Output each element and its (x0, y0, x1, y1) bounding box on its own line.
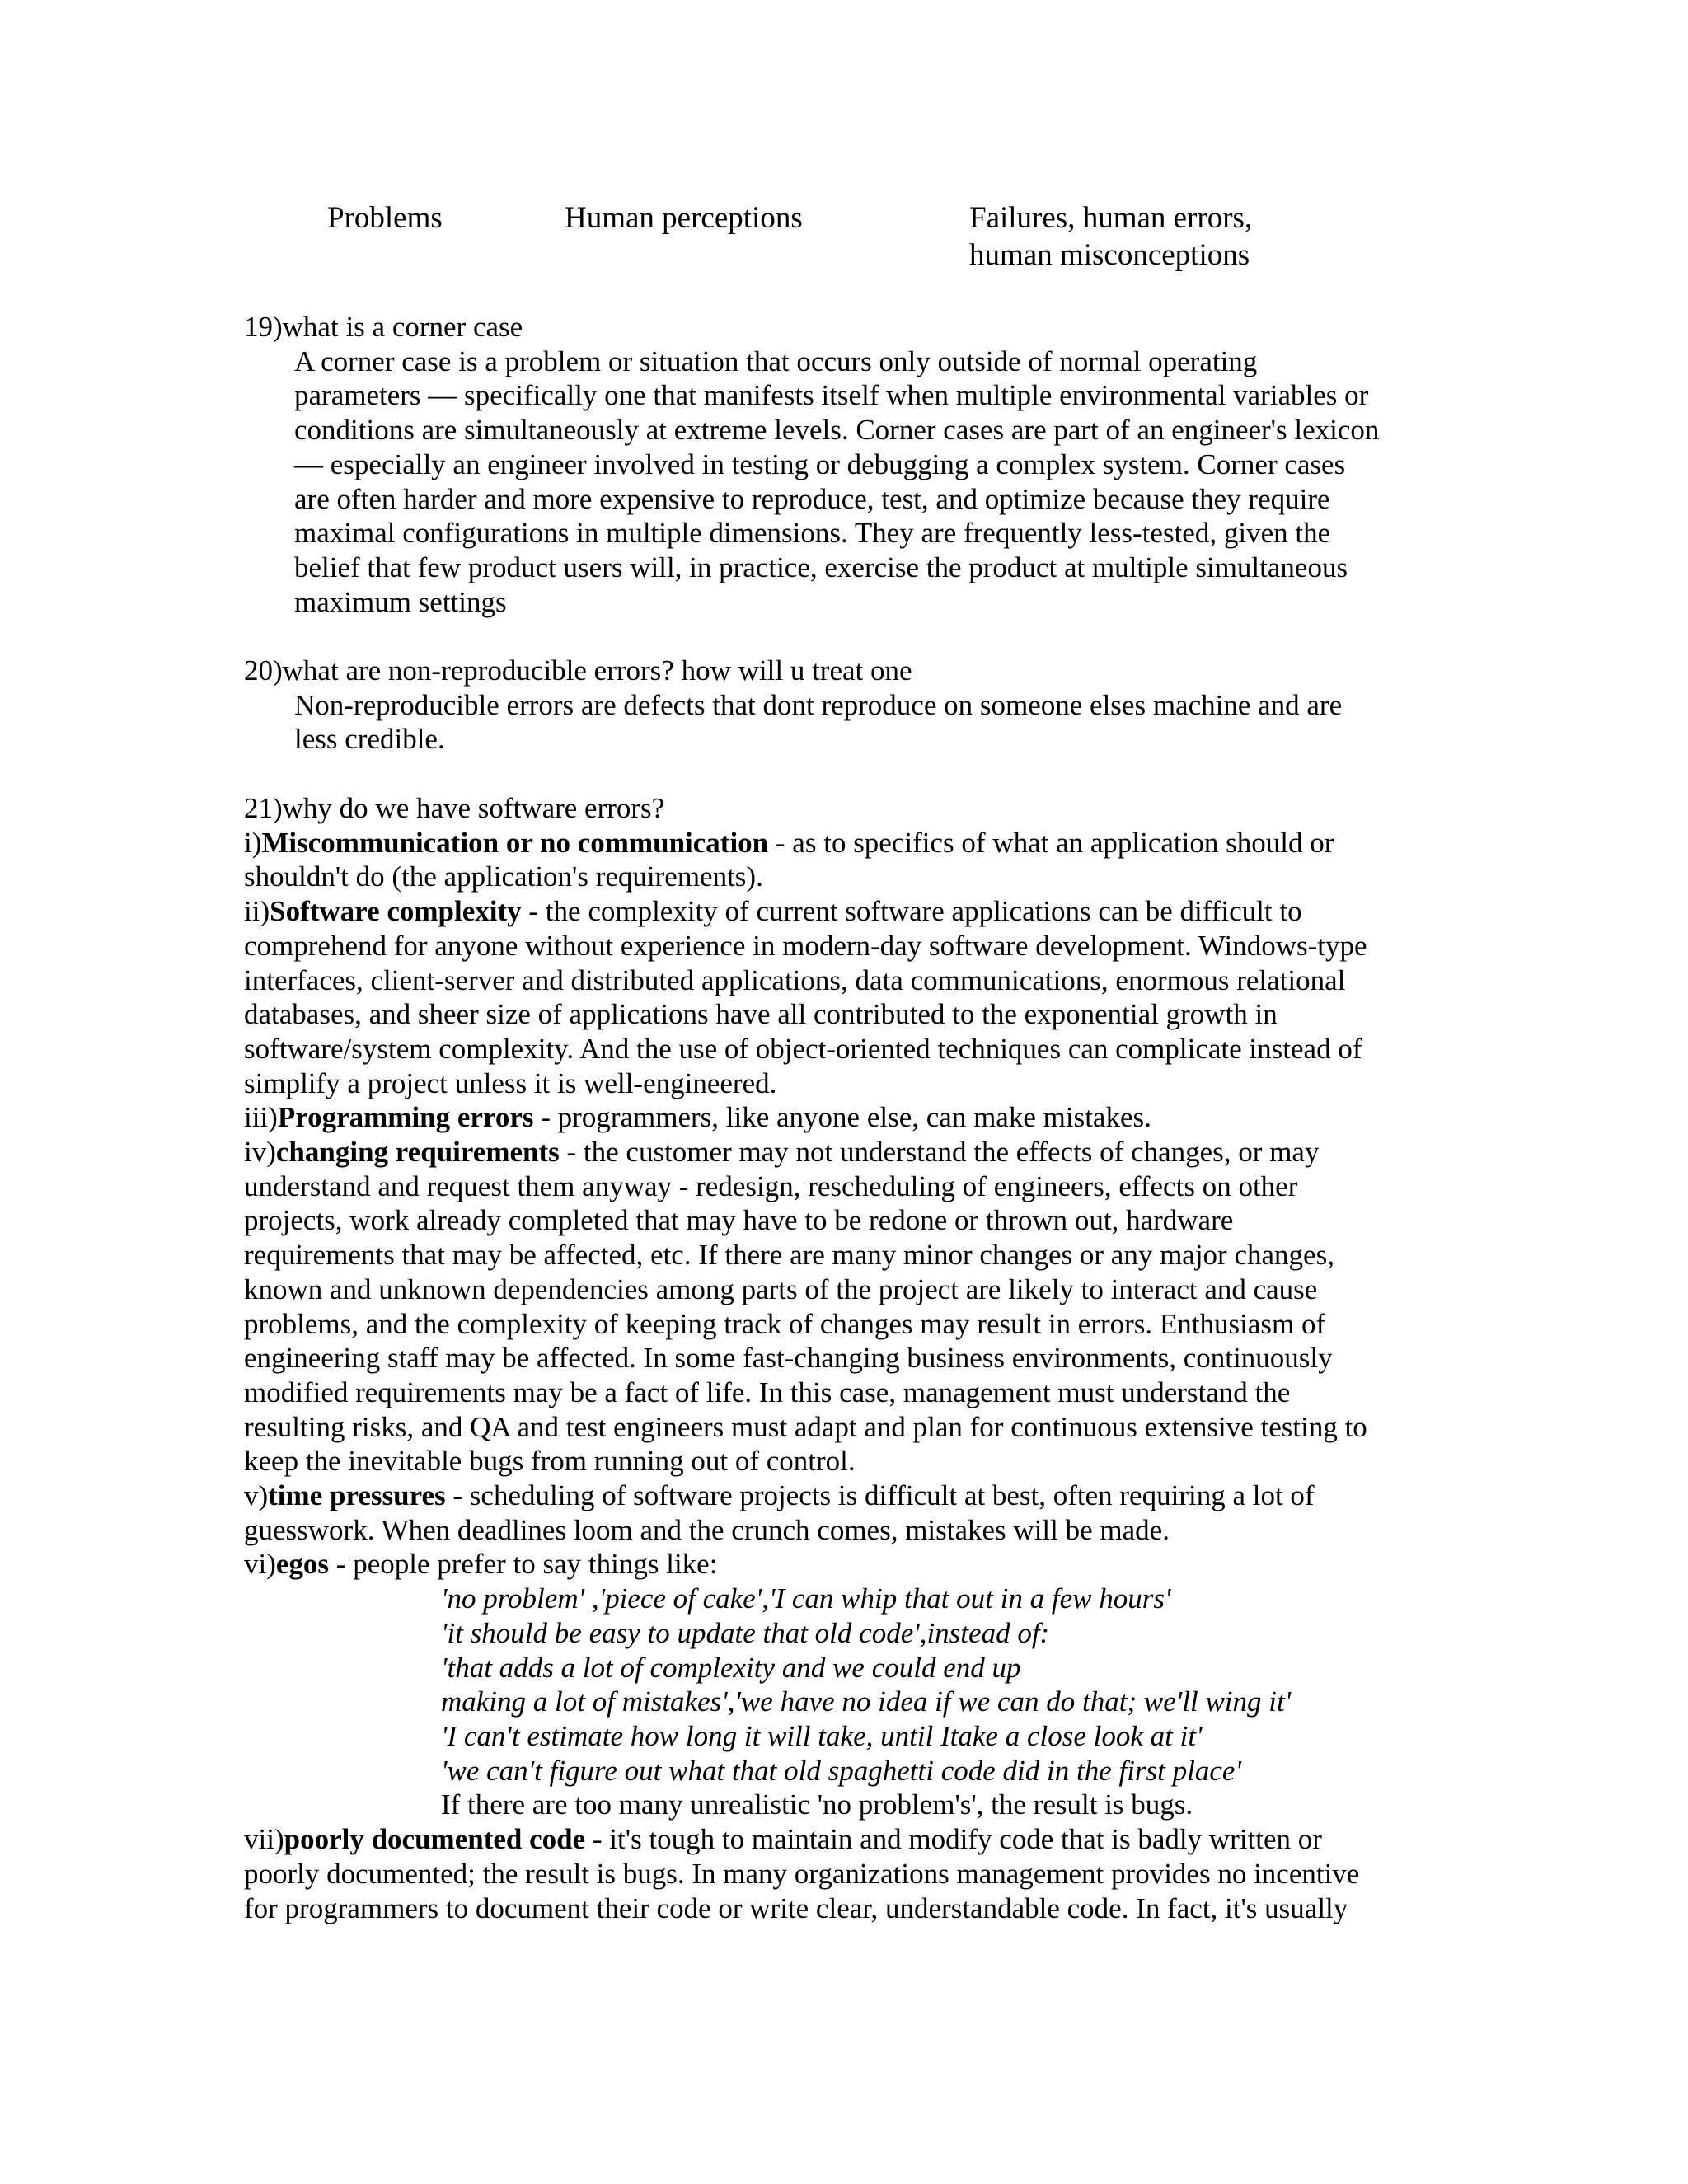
answer-line: maximal configurations in multiple dimensions. They are frequently less-tested, given the (294, 517, 1331, 550)
reason-i-title: Miscommunication or no communication (261, 826, 769, 859)
question-20-answer (244, 688, 1447, 757)
quote-line: 'no problem' ,'piece of cake','I can whip that out in a few hours' (441, 1582, 1171, 1615)
question-19-answer (244, 344, 1447, 620)
reason-line: keep the inevitable bugs from running out of control. (244, 1445, 856, 1478)
reason-v: v)time pressures - scheduling of software projects is difficult at best, often requiring a lot of (244, 1479, 1315, 1512)
reason-vii-title: poorly documented code (284, 1823, 586, 1856)
reason-iv-title: changing requirements (275, 1136, 560, 1169)
reason-line: guesswork. When deadlines loom and the crunch comes, mistakes will be made. (244, 1513, 1170, 1546)
reason-vi: vi)egos - people prefer to say things like: (244, 1548, 718, 1581)
reason-ii-title: Software complexity (270, 895, 522, 928)
question-20-title: 20)what are non-reproducible errors? how will u treat one (244, 654, 912, 687)
answer-line: less credible. (294, 723, 445, 756)
header-failures-line-2: human misconceptions (969, 238, 1250, 272)
reason-line: comprehend for anyone without experience in modern-day software development. Windows-type (244, 929, 1367, 962)
reason-vii: vii)poorly documented code - it's tough to maintain and modify code that is badly written or (244, 1823, 1322, 1856)
reason-line: known and unknown dependencies among parts of the project are likely to interact and cause (244, 1272, 1318, 1305)
reason-line: problems, and the complexity of keeping track of changes may result in errors. Enthusiasm of (244, 1307, 1326, 1340)
reason-i: i)Miscommunication or no communication - as to specifics of what an application should or (244, 826, 1334, 859)
quote-line: 'I can't estimate how long it will take, until Itake a close look at it' (441, 1719, 1203, 1752)
header-failures-line-1: Failures, human errors, (969, 201, 1253, 235)
reason-line: modified requirements may be a fact of life. In this case, management must understand the (244, 1376, 1291, 1408)
quote-line: 'it should be easy to update that old code',instead of: (441, 1616, 1050, 1649)
reason-vi-title: egos (275, 1548, 330, 1581)
reason-line: requirements that may be affected, etc. If there are many minor changes or any major changes, (244, 1239, 1334, 1272)
reason-line: interfaces, client-server and distributed applications, data communications, enormous relational (244, 963, 1346, 996)
answer-line: belief that few product users will, in practice, exercise the product at multiple simultaneous (294, 551, 1348, 583)
egos-quotes (244, 1582, 1447, 1822)
question-19-title: 19)what is a corner case (244, 311, 523, 343)
answer-line: Non-reproducible errors are defects that dont reproduce on someone elses machine and are (294, 688, 1343, 721)
header-human-perceptions: Human perceptions (565, 201, 803, 235)
reason-iii: iii)Programming errors - programmers, like anyone else, can make mistakes. (244, 1101, 1151, 1134)
reason-v-title: time pressures (268, 1479, 446, 1512)
reason-line: projects, work already completed that may have to be redone or thrown out, hardware (244, 1204, 1234, 1237)
reason-line: simplify a project unless it is well-engineered. (244, 1066, 777, 1099)
reason-iv: iv)changing requirements - the customer may not understand the effects of changes, or may (244, 1136, 1320, 1169)
quote-line: 'that adds a lot of complexity and we could end up (441, 1651, 1021, 1684)
answer-line: conditions are simultaneously at extreme levels. Corner cases are part of an engineer's lexicon (294, 414, 1380, 447)
reason-line: databases, and sheer size of applications have all contributed to the exponential growth in (244, 998, 1278, 1031)
answer-line: — especially an engineer involved in testing or debugging a complex system. Corner cases (294, 448, 1346, 480)
header-failures (969, 199, 1252, 274)
reason-line: understand and request them anyway - redesign, rescheduling of engineers, effects on other (244, 1169, 1298, 1202)
reason-line: for programmers to document their code or write clear, understandable code. In fact, it's usually (244, 1891, 1348, 1924)
answer-line: maximum settings (294, 585, 507, 618)
question-21 (244, 791, 1447, 1925)
reason-line: software/system complexity. And the use of object-oriented techniques can complicate instead of (244, 1032, 1362, 1065)
question-19 (244, 310, 1447, 619)
reason-line: shouldn't do (the application's requirements). (244, 860, 763, 893)
reason-line: poorly documented; the result is bugs. In many organizations management provides no incentive (244, 1857, 1360, 1890)
answer-line: are often harder and more expensive to reproduce, test, and optimize because they require (294, 482, 1330, 515)
reason-line: engineering staff may be affected. In some fast-changing business environments, continuously (244, 1342, 1333, 1375)
question-20 (244, 654, 1447, 757)
question-21-title: 21)why do we have software errors? (244, 792, 665, 824)
reason-line: resulting risks, and QA and test engineers must adapt and plan for continuous extensive testing to (244, 1410, 1367, 1443)
header-problems: Problems (327, 201, 443, 235)
egos-conclusion: If there are too many unrealistic 'no problem's', the result is bugs. (441, 1788, 1193, 1821)
answer-line: A corner case is a problem or situation that occurs only outside of normal operating (294, 344, 1258, 377)
answer-line: parameters — specifically one that manifests itself when multiple environmental variables or (294, 379, 1369, 412)
quote-line: making a lot of mistakes','we have no idea if we can do that; we'll wing it' (441, 1685, 1292, 1718)
reason-ii: ii)Software complexity - the complexity of current software applications can be difficult to (244, 895, 1302, 928)
quote-line: 'we can't figure out what that old spaghetti code did in the first place' (441, 1754, 1241, 1787)
reason-iii-title: Programming errors (277, 1101, 534, 1134)
